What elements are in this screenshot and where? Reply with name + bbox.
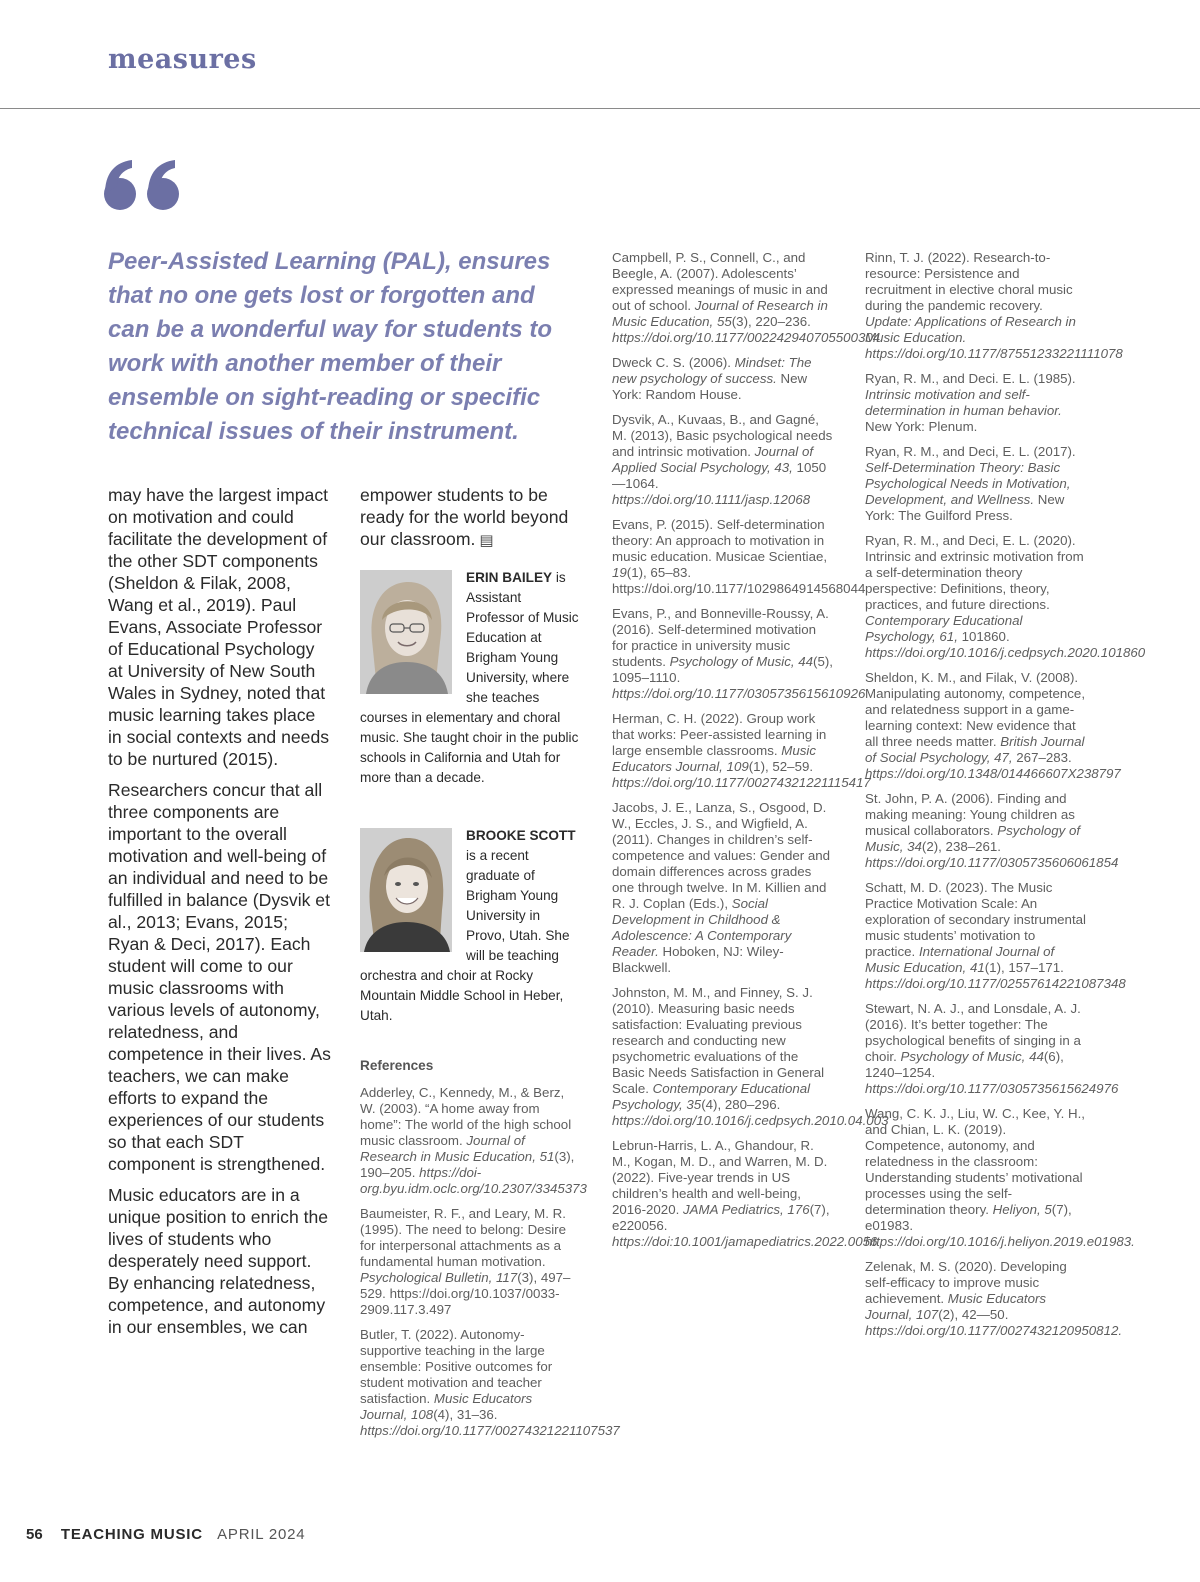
pull-quote: Peer-Assisted Learning (PAL), ensures that no one gets lost or forgotten and can be a wonderful way for students to work with another member of their ensemble on sight-reading or specific technical issues of their instrument. [108, 248, 553, 445]
author-bio-erin-bailey [360, 568, 582, 788]
reference-entry: Butler, T. (2022). Autonomy-supportive teaching in the large ensemble: Positive outcomes for student motivation and teacher satisfaction. Music Educators Journal, 108(4), 31–36. https://doi.org/10.1177/00274321221107537 [360, 1327, 620, 1438]
references-heading: References [360, 1058, 434, 1073]
body-paragraph: Researchers concur that all three components are important to the overall motivation and well-being of an individual and need to be fulfilled in balance (Dysvik et al., 2013; Evans, 2015; Ryan & Deci, 2017). Each student will come to our music classrooms with various levels of autonomy, relatedness, and competence in their lives. As teachers, we can make efforts to expand the experiences of our students so that each SDT component is strengthened. [108, 780, 331, 1174]
author-photo-erin-bailey [360, 570, 452, 694]
reference-entry: Lebrun-Harris, L. A., Ghandour, R. M., Kogan, M. D., and Warren, M. D. (2022). Five-year trends in US children’s health and well-being, 2016-2020. JAMA Pediatrics, 176(7), e220056. https://doi:10.1001/jamapediatrics.2022.0056 [612, 1138, 878, 1249]
author-bio-brooke-scott [360, 826, 582, 1026]
reference-entry: Herman, C. H. (2022). Group work that works: Peer-assisted learning in large ensemble classrooms. Music Educators Journal, 109(1), 52–59. https://doi.org/10.1177/00274321221115417 [612, 711, 871, 790]
reference-entry: Rinn, T. J. (2022). Research-to-resource: Persistence and recruitment in elective choral music during the pandemic recovery. Update: Applications of Research in Music Education. https://doi.org/10.1177/87551233221111078 [865, 250, 1123, 361]
page-footer [26, 1526, 305, 1543]
body-paragraph: Music educators are in a unique position to enrich the lives of students who desperately need support. By enhancing relatedness, competence, and autonomy in our ensembles, we can [108, 1185, 329, 1337]
reference-entry: Ryan, R. M., and Deci. E. L. (1985). Intrinsic motivation and self-determination in human behavior. New York: Plenum. [865, 371, 1076, 434]
reference-entry: Adderley, C., Kennedy, M., & Berz, W. (2003). “A home away from home”: The world of the high school music classroom. Journal of Research in Music Education, 51(3), 190–205. https://doi-org.byu.idm.oclc.org/10.2307/3345373 [360, 1085, 587, 1196]
references-column-2 [612, 250, 889, 1259]
issue-date: APRIL 2024 [217, 1526, 306, 1543]
reference-entry: Evans, P., and Bonneville-Roussy, A. (2016). Self-determined motivation for practice in university music students. Psychology of Music, 44(5), 1095–1110. https://doi.org/10.1177/0305735615610926 [612, 606, 866, 701]
magazine-name: TEACHING MUSIC [60, 1526, 203, 1543]
body-column-2 [360, 484, 570, 561]
author-name: ERIN BAILEY [466, 570, 553, 585]
reference-entry: Dysvik, A., Kuvaas, B., and Gagné, M. (2013), Basic psychological needs and intrinsic motivation. Journal of Applied Social Psychology, 43, 1050—1064. https://doi.org/10.1111/jasp.12068 [612, 412, 833, 507]
reference-entry: Wang, C. K. J., Liu, W. C., Kee, Y. H., and Chian, L. K. (2019). Competence, autonomy, and relatedness in the classroom: Understanding students’ motivational processes using the self-determination theory. Heliyon, 5(7), e01983. https://doi.org/10.1016/j.heliyon.2019.e01983. [865, 1106, 1135, 1249]
section-title: measures [108, 44, 257, 75]
reference-entry: Zelenak, M. S. (2020). Developing self-efficacy to improve music achievement. Music Educators Journal, 107(2), 42—50. https://doi.org/10.1177/0027432120950812. [865, 1259, 1123, 1338]
author-name: BROOKE SCOTT [466, 828, 576, 843]
references-column-3 [865, 250, 1146, 1348]
header-rule [0, 108, 1200, 109]
reference-entry: Schatt, M. D. (2023). The Music Practice Motivation Scale: An exploration of secondary instrumental music students’ motivation to practice. International Journal of Music Education, 41(1), 157–171. https://doi.org/10.1177/02557614221087348 [865, 880, 1126, 991]
author-photo-brooke-scott [360, 828, 452, 952]
reference-entry: Baumeister, R. F., and Leary, M. R. (1995). The need to belong: Desire for interpersonal attachments as a fundamental human motivation. Psychological Bulletin, 117(3), 497–529. https://doi.org/10.1037/0033-2909.117.3.497 [360, 1206, 571, 1317]
body-paragraph: empower students to be ready for the world beyond our classroom. [360, 485, 569, 549]
author-bio-text: is Assistant Professor of Music Education at Brigham Young University, where she teaches courses in elementary and choral music. She taught choir in the public schools in California and Utah for more than a decade. [360, 570, 579, 785]
quote-marks-icon [100, 156, 190, 216]
reference-entry: Johnston, M. M., and Finney, S. J. (2010). Measuring basic needs satisfaction: Evaluating previous research and conducting new psychometric evaluations of the Basic Needs Satisfaction in General Scale. Contemporary Educational Psychology, 35(4), 280–296. https://doi.org/10.1016/j.cedpsych.2010.04.003 [612, 985, 889, 1128]
reference-entry: Evans, P. (2015). Self-determination theory: An approach to motivation in music education. Musicae Scientiae, 19(1), 65–83. https://doi.org/10.1177/1029864914568044 [612, 517, 866, 596]
page-number: 56 [26, 1526, 43, 1543]
reference-entry: Dweck C. S. (2006). Mindset: The new psychology of success. New York: Random House. [612, 355, 812, 402]
body-paragraph: may have the largest impact on motivation and could facilitate the development of the other SDT components (Sheldon & Filak, 2008, Wang et al., 2019). Paul Evans, Associate Professor of Educational Psychology at University of New South Wales in Sydney, noted that music learning takes place in social contexts and needs to be nurtured (2015). [108, 485, 330, 769]
author-bio-text: is a recent graduate of Brigham Young University in Provo, Utah. She will be teaching orchestra and choir at Rocky Mountain Middle School in Heber, Utah. [360, 848, 570, 1023]
body-column-1 [108, 484, 333, 1347]
reference-entry: Campbell, P. S., Connell, C., and Beegle, A. (2007). Adolescents’ expressed meanings of music in and out of school. Journal of Research in Music Education, 55(3), 220–236. https://doi.org/10.1177/002242940705500304 [612, 250, 881, 345]
end-of-article-icon: ▤ [479, 532, 494, 549]
reference-entry: St. John, P. A. (2006). Finding and making meaning: Young children as musical collaborators. Psychology of Music, 34(2), 238–261. https://doi.org/10.1177/0305735606061854 [865, 791, 1119, 870]
reference-entry: Stewart, N. A. J., and Lonsdale, A. J. (2016). It’s better together: The psychological benefits of singing in a choir. Psychology of Music, 44(6), 1240–1254. https://doi.org/10.1177/0305735615624976 [865, 1001, 1119, 1096]
reference-entry: Ryan, R. M., and Deci, E. L. (2017). Self-Determination Theory: Basic Psychological Needs in Motivation, Development, and Wellness. New York: The Guilford Press. [865, 444, 1076, 523]
reference-entry: Ryan, R. M., and Deci, E. L. (2020). Intrinsic and extrinsic motivation from a self-determination theory perspective: Definitions, theory, practices, and future directions. Contemporary Educational Psychology, 61, 101860. https://doi.org/10.1016/j.cedpsych.2020.101860 [865, 533, 1146, 660]
references-column-1 [360, 1085, 620, 1448]
reference-entry: Jacobs, J. E., Lanza, S., Osgood, D. W., Eccles, J. S., and Wigfield, A. (2011). Changes in children’s self-competence and values: Gender and domain differences across grades one through twelve. In M. Killien and R. J. Coplan (Eds.), Social Development in Childhood & Adolescence: A Contemporary Reader. Hoboken, NJ: Wiley-Blackwell. [612, 800, 831, 975]
reference-entry: Sheldon, K. M., and Filak, V. (2008). Manipulating autonomy, competence, and relatedness support in a game-learning context: New evidence that all three needs matter. British Journal of Social Psychology, 47, 267–283. https://doi.org/10.1348/014466607X238797 [865, 670, 1121, 781]
